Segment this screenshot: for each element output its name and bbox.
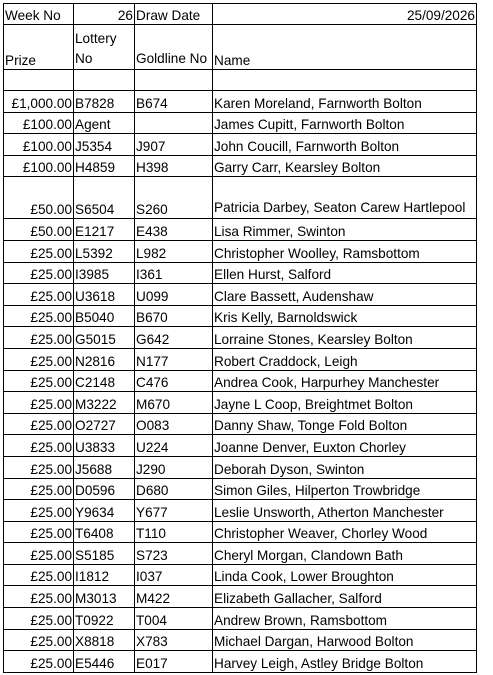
prize-cell: £100.00 [4,112,74,134]
name-cell: Garry Carr, Kearsley Bolton [213,155,477,177]
lottery-no-cell: E5446 [74,651,135,673]
name-cell: Lisa Rimmer, Swinton [213,219,477,241]
prize-cell: £25.00 [4,348,74,370]
goldline-no-cell: S260 [135,177,213,219]
prize-cell: £25.00 [4,305,74,327]
winners-table [3,3,477,673]
goldline-no-cell: M670 [135,392,213,414]
table-row [4,392,477,414]
blank-cell [74,70,135,91]
lottery-no-cell: H4859 [74,155,135,177]
prize-cell: £25.00 [4,543,74,565]
lottery-no-cell: Y9634 [74,500,135,522]
goldline-no-cell: L982 [135,240,213,262]
lottery-no-cell: S5185 [74,543,135,565]
table-row [4,219,477,241]
lottery-no-cell: Agent [74,112,135,134]
table-row [4,327,477,349]
goldline-no-cell: T004 [135,608,213,630]
goldline-no-cell [135,112,213,134]
lottery-no-cell: J5354 [74,134,135,156]
prize-cell: £1,000.00 [4,91,74,113]
table-row [4,456,477,478]
goldline-no-cell: C476 [135,370,213,392]
prize-cell: £25.00 [4,413,74,435]
blank-cell [213,70,477,91]
lottery-no-cell: L5392 [74,240,135,262]
week-label: Week No [4,4,74,25]
table-row [4,370,477,392]
prize-cell: £25.00 [4,284,74,306]
goldline-no-cell: D680 [135,478,213,500]
prize-cell: £25.00 [4,521,74,543]
lottery-no-cell: M3222 [74,392,135,414]
lottery-no-cell: B7828 [74,91,135,113]
goldline-no-cell: Y677 [135,500,213,522]
lottery-no-cell: U3833 [74,435,135,457]
table-row [4,240,477,262]
week-value: 26 [74,4,135,25]
name-cell: Karen Moreland, Farnworth Bolton [213,91,477,113]
prize-cell: £25.00 [4,456,74,478]
blank-cell [4,70,74,91]
draw-date-value: 25/09/2026 [213,4,477,25]
name-cell: Deborah Dyson, Swinton [213,456,477,478]
lottery-no-cell: S6504 [74,177,135,219]
prize-cell: £25.00 [4,608,74,630]
prize-cell: £25.00 [4,392,74,414]
blank-cell [135,70,213,91]
header-row-columns [4,25,477,70]
goldline-no-cell: H398 [135,155,213,177]
lottery-no-cell: D0596 [74,478,135,500]
goldline-no-cell: B670 [135,305,213,327]
goldline-no-cell: N177 [135,348,213,370]
name-cell: Kris Kelly, Barnoldswick [213,305,477,327]
table-row [4,134,477,156]
table-row [4,500,477,522]
prize-cell: £25.00 [4,586,74,608]
prize-cell: £50.00 [4,219,74,241]
lottery-no-cell: J5688 [74,456,135,478]
prize-cell: £25.00 [4,240,74,262]
draw-date-label: Draw Date [135,4,213,25]
lottery-no-cell: G5015 [74,327,135,349]
goldline-no-cell: E438 [135,219,213,241]
name-cell: Ellen Hurst, Salford [213,262,477,284]
table-row [4,543,477,565]
name-cell: Patricia Darbey, Seaton Carew Hartlepool [213,177,477,219]
table-row [4,348,477,370]
name-cell: Jayne L Coop, Breightmet Bolton [213,392,477,414]
name-cell: Andrea Cook, Harpurhey Manchester [213,370,477,392]
blank-row [4,70,477,91]
lottery-no-cell: C2148 [74,370,135,392]
prize-cell: £25.00 [4,478,74,500]
table-row [4,651,477,673]
name-cell: Lorraine Stones, Kearsley Bolton [213,327,477,349]
name-cell: Michael Dargan, Harwood Bolton [213,629,477,651]
name-cell: James Cupitt, Farnworth Bolton [213,112,477,134]
lottery-no-cell: I1812 [74,564,135,586]
lottery-no-cell: I3985 [74,262,135,284]
header-row-week [4,4,477,25]
prize-cell: £25.00 [4,651,74,673]
goldline-no-cell: U099 [135,284,213,306]
prize-cell: £25.00 [4,500,74,522]
goldline-no-cell: G642 [135,327,213,349]
name-cell: Christopher Weaver, Chorley Wood [213,521,477,543]
goldline-no-cell: X783 [135,629,213,651]
goldline-no-cell: B674 [135,91,213,113]
name-cell: Simon Giles, Hilperton Trowbridge [213,478,477,500]
lottery-no-cell: X8818 [74,629,135,651]
name-cell: Elizabeth Gallacher, Salford [213,586,477,608]
table-row [4,91,477,113]
name-cell: Linda Cook, Lower Broughton [213,564,477,586]
goldline-no-cell: T110 [135,521,213,543]
column-header-goldline-no: Goldline No [135,25,213,70]
prize-cell: £100.00 [4,134,74,156]
name-cell: Joanne Denver, Euxton Chorley [213,435,477,457]
prize-cell: £50.00 [4,177,74,219]
column-header-name: Name [213,25,477,70]
prize-cell: £25.00 [4,262,74,284]
lottery-no-cell: B5040 [74,305,135,327]
goldline-no-cell: J290 [135,456,213,478]
table-row [4,608,477,630]
goldline-no-cell: M422 [135,586,213,608]
lottery-no-cell: O2727 [74,413,135,435]
name-cell: Clare Bassett, Audenshaw [213,284,477,306]
table-row [4,284,477,306]
prize-cell: £25.00 [4,629,74,651]
column-header-prize: Prize [4,25,74,70]
table-row [4,478,477,500]
table-row [4,435,477,457]
lottery-no-cell: T6408 [74,521,135,543]
name-cell: Andrew Brown, Ramsbottom [213,608,477,630]
name-cell: Robert Craddock, Leigh [213,348,477,370]
table-row [4,521,477,543]
table-row [4,177,477,219]
table-row [4,155,477,177]
goldline-no-cell: I037 [135,564,213,586]
name-cell: John Coucill, Farnworth Bolton [213,134,477,156]
table-row [4,586,477,608]
name-cell: Danny Shaw, Tonge Fold Bolton [213,413,477,435]
table-row [4,564,477,586]
prize-cell: £25.00 [4,327,74,349]
column-header-lottery-no: Lottery No [74,25,135,70]
name-cell: Leslie Unsworth, Atherton Manchester [213,500,477,522]
goldline-no-cell: I361 [135,262,213,284]
name-cell: Christopher Woolley, Ramsbottom [213,240,477,262]
table-row [4,112,477,134]
prize-cell: £25.00 [4,435,74,457]
prize-cell: £100.00 [4,155,74,177]
prize-cell: £25.00 [4,564,74,586]
winners-sheet [3,3,477,673]
goldline-no-cell: S723 [135,543,213,565]
table-row [4,262,477,284]
name-cell: Harvey Leigh, Astley Bridge Bolton [213,651,477,673]
goldline-no-cell: U224 [135,435,213,457]
goldline-no-cell: O083 [135,413,213,435]
goldline-no-cell: E017 [135,651,213,673]
winners-table-body [4,4,477,673]
prize-cell: £25.00 [4,370,74,392]
lottery-no-cell: U3618 [74,284,135,306]
lottery-no-cell: N2816 [74,348,135,370]
goldline-no-cell: J907 [135,134,213,156]
table-row [4,305,477,327]
lottery-no-cell: E1217 [74,219,135,241]
lottery-no-cell: M3013 [74,586,135,608]
table-row [4,629,477,651]
table-row [4,413,477,435]
name-cell: Cheryl Morgan, Clandown Bath [213,543,477,565]
lottery-no-cell: T0922 [74,608,135,630]
